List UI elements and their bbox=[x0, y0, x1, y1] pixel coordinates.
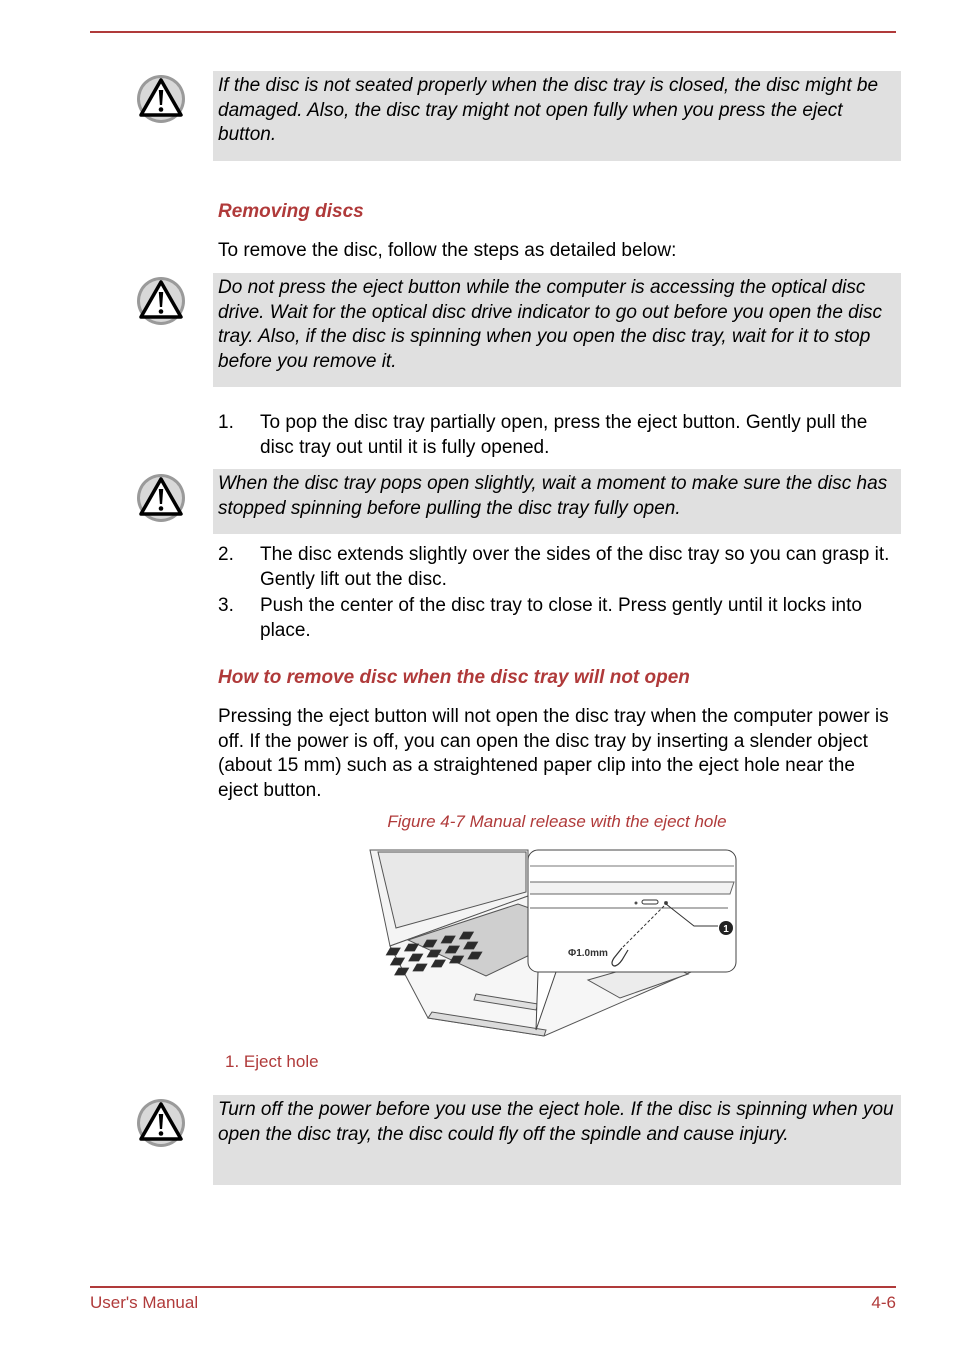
step-number: 1. bbox=[218, 412, 234, 433]
note-text: Do not press the eject button while the computer is accessing the optical disc drive. Wait for the optical disc drive indicator to go out before you open the disc tray. Also, if the disc is spinning when you open the disc tray, wait for it to stop before you remove it. bbox=[218, 277, 882, 372]
header-rule bbox=[90, 31, 896, 33]
caution-note bbox=[213, 1095, 901, 1185]
warning-icon bbox=[136, 276, 186, 326]
warning-icon bbox=[136, 74, 186, 124]
warning-icon bbox=[136, 473, 186, 523]
figure-caption: Figure 4-7 Manual release with the eject hole bbox=[387, 812, 727, 831]
intro-text: To remove the disc, follow the steps as detailed below: bbox=[218, 240, 677, 261]
list-item bbox=[218, 411, 898, 460]
caution-note bbox=[213, 273, 901, 387]
footer-title: User's Manual bbox=[90, 1293, 199, 1312]
laptop-eject-hole-illustration bbox=[368, 848, 746, 1038]
section-heading: Removing discs bbox=[218, 201, 364, 222]
footer-rule bbox=[90, 1286, 896, 1288]
step-number: 3. bbox=[218, 595, 234, 616]
step-number: 2. bbox=[218, 544, 234, 565]
body-text: Pressing the eject button will not open the disc tray when the computer power is off. If the power is off, you can open the disc tray by inserting a slender object (about 15 mm) such as a straightened paper clip into the eject hole near the eject button. bbox=[218, 706, 889, 801]
dimension-label: Φ1.0mm bbox=[568, 948, 608, 959]
callout-number: 1 bbox=[723, 924, 729, 935]
step-text: Push the center of the disc tray to close it. Press gently until it locks into place. bbox=[260, 595, 862, 641]
note-text: When the disc tray pops open slightly, wait a moment to make sure the disc has stopped spinning before pulling the disc tray fully open. bbox=[218, 473, 888, 519]
warning-icon bbox=[136, 1098, 186, 1148]
caution-note bbox=[213, 71, 901, 161]
step-text: To pop the disc tray partially open, press the eject button. Gently pull the disc tray out until it is fully opened. bbox=[260, 412, 868, 458]
page-number: 4-6 bbox=[871, 1293, 896, 1312]
step-text: The disc extends slightly over the sides of the disc tray so you can grasp it. Gently lift out the disc. bbox=[260, 544, 890, 590]
list-item bbox=[218, 543, 898, 592]
figure-legend: 1. Eject hole bbox=[225, 1052, 319, 1071]
caution-note bbox=[213, 469, 901, 534]
note-text: Turn off the power before you use the eject hole. If the disc is spinning when you open the disc tray, the disc could fly off the spindle and cause injury. bbox=[218, 1099, 894, 1145]
note-text: If the disc is not seated properly when the disc tray is closed, the disc might be damaged. Also, the disc tray might not open fully when you press the eject button. bbox=[218, 75, 879, 145]
list-item bbox=[218, 594, 898, 643]
section-heading: How to remove disc when the disc tray will not open bbox=[218, 667, 690, 688]
